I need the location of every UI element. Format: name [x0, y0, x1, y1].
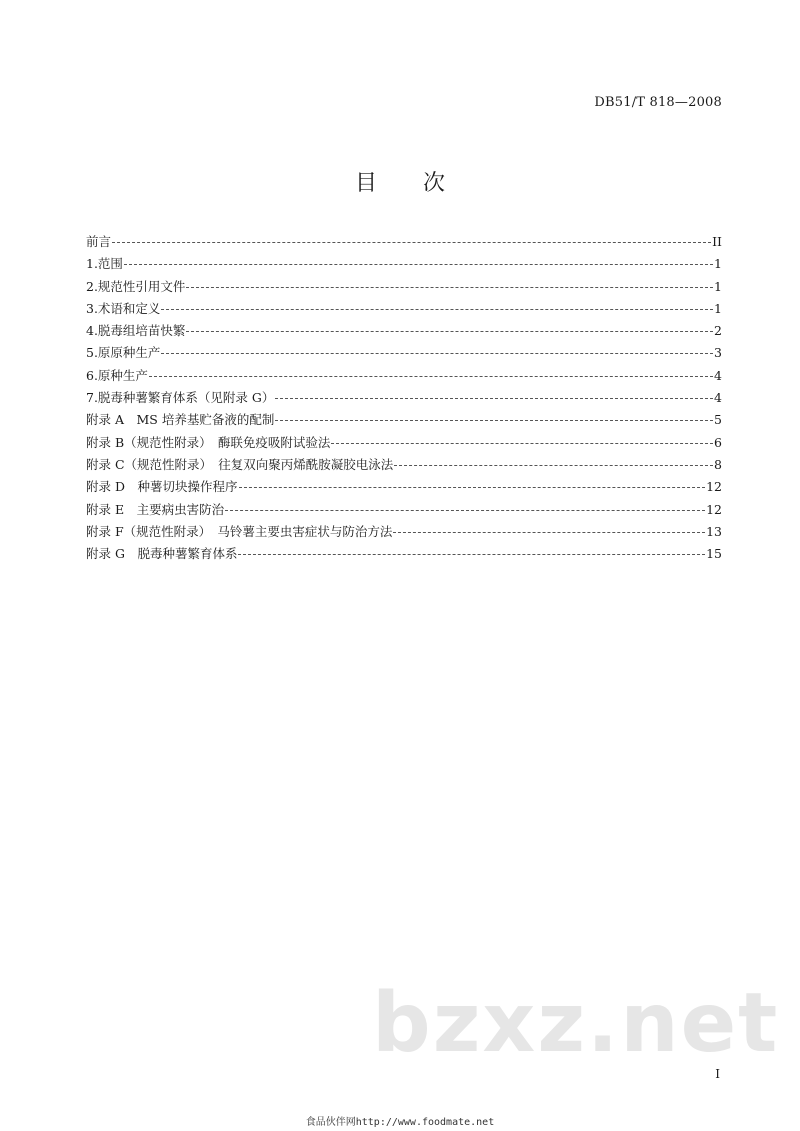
- toc-leader-dots: [186, 274, 713, 288]
- toc-entry-label: 4.脱毒组培苗快繁: [86, 323, 186, 339]
- toc-entry-page: 3: [714, 345, 722, 361]
- footer-site-name: 食品伙伴网: [305, 1117, 356, 1128]
- toc-entry-label: 附录 A MS 培养基贮备液的配制: [86, 412, 275, 428]
- toc-entry-label: 前言: [86, 234, 112, 249]
- toc-leader-dots: [238, 542, 705, 556]
- toc-leader-dots: [124, 252, 713, 266]
- toc-entry-label: 附录 F（规范性附录） 马铃薯主要虫害症状与防治方法: [86, 523, 393, 539]
- toc-entry-label: 5.原原种生产: [86, 345, 161, 361]
- toc-entry-page: 8: [714, 456, 722, 472]
- footer: [0, 1113, 800, 1128]
- document-code: DB51/T 818—2008: [594, 95, 722, 110]
- toc-entry-page: 1: [714, 256, 722, 272]
- toc-entry-page: 4: [714, 367, 722, 383]
- toc-entry-label: 1.范围: [86, 256, 123, 272]
- toc-entry-page: II: [712, 234, 722, 249]
- toc-leader-dots: [394, 452, 713, 466]
- page-number: I: [715, 1067, 720, 1081]
- toc-leader-dots: [161, 341, 713, 355]
- toc-leader-dots: [275, 386, 713, 400]
- page-title: [0, 166, 800, 197]
- toc-entry-label: 3.术语和定义: [86, 300, 161, 316]
- toc-entry-label: 附录 C（规范性附录） 往复双向聚丙烯酰胺凝胶电泳法: [86, 456, 394, 472]
- toc-leader-dots: [275, 408, 713, 422]
- toc-leader-dots: [239, 475, 706, 489]
- toc-entry-appendix-g[interactable]: [86, 544, 722, 566]
- toc-leader-dots: [331, 430, 713, 444]
- page-title-char-1: 目: [354, 171, 377, 196]
- page-title-char-2: 次: [423, 171, 446, 196]
- footer-site-url[interactable]: http://www.foodmate.net: [355, 1117, 495, 1128]
- toc-entry-page: 4: [714, 390, 722, 406]
- toc-entry-label: 7.脱毒种薯繁育体系（见附录 G）: [86, 390, 275, 406]
- table-of-contents: [86, 232, 722, 566]
- toc-entry-label: 附录 D 种薯切块操作程序: [86, 479, 238, 495]
- watermark: bzxz.net: [372, 976, 780, 1071]
- toc-entry-page: 6: [714, 434, 722, 450]
- toc-entry-page: 5: [714, 412, 722, 428]
- toc-entry-page: 1: [714, 278, 722, 294]
- toc-entry-page: 12: [706, 501, 722, 517]
- toc-leader-dots: [112, 230, 711, 244]
- toc-entry-label: 附录 E 主要病虫害防治: [86, 501, 225, 517]
- toc-entry-page: 1: [714, 300, 722, 316]
- toc-leader-dots: [225, 497, 705, 511]
- toc-leader-dots: [393, 519, 705, 533]
- toc-entry-label: 附录 B（规范性附录） 酶联免疫吸附试验法: [86, 434, 331, 450]
- toc-entry-page: 15: [706, 546, 722, 562]
- toc-leader-dots: [161, 296, 713, 310]
- toc-leader-dots: [186, 319, 713, 333]
- toc-leader-dots: [149, 363, 713, 377]
- toc-entry-page: 2: [714, 323, 722, 339]
- toc-entry-page: 13: [706, 523, 722, 539]
- toc-entry-label: 2.规范性引用文件: [86, 278, 186, 294]
- toc-entry-label: 6.原种生产: [86, 367, 148, 383]
- toc-entry-page: 12: [706, 479, 722, 495]
- toc-entry-label: 附录 G 脱毒种薯繁育体系: [86, 546, 238, 562]
